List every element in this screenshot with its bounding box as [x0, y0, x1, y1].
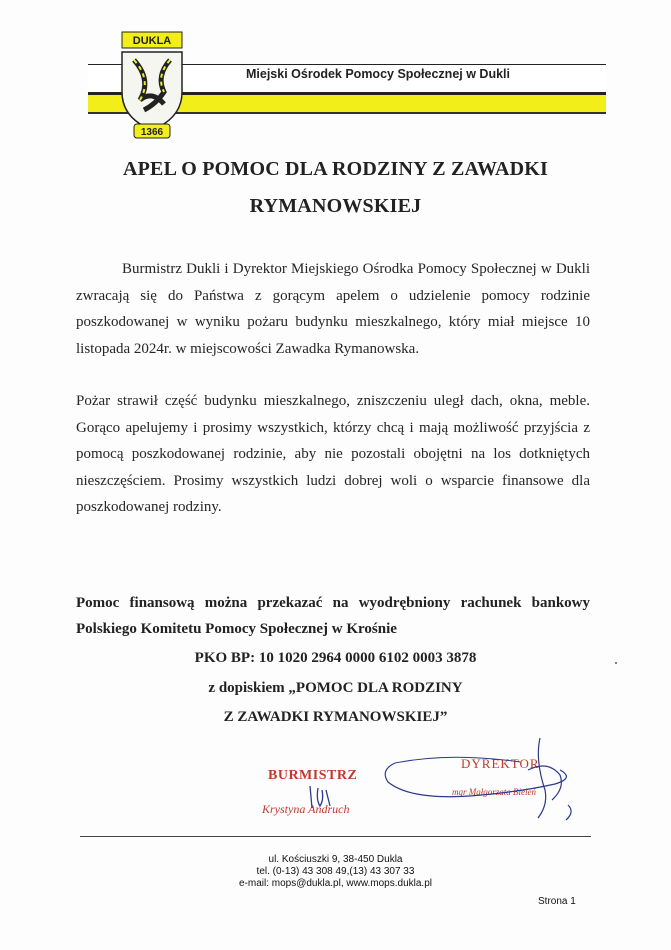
footer-phone: tel. (0-13) 43 308 49,(13) 43 307 33	[256, 866, 415, 877]
page-title-line1: APEL O POMOC DLA RODZINY Z ZAWADKI	[123, 158, 548, 180]
bank-account: PKO BP: 10 1020 2964 0000 6102 0003 3878	[194, 650, 477, 666]
appeal-paragraph-2: Pożar strawił część budynku mieszkalnego, zniszczeniu uległ dach, okna, meble. Gorąco apelujemy i prosimy wszystkich, którzy chcą i mają możliwość przyjścia z pomocą poszkodowanej rodzinie, aby nie pozostali obojętni na los dotkniętych nieszczęściem. Prosimy wszystkich ludzi dobrej woli o wsparcie finansowe dla poszkodowanej rodziny.	[76, 393, 590, 515]
logo-top-text: DUKLA	[132, 35, 172, 47]
coat-of-arms-logo	[112, 30, 192, 142]
bank-intro: Pomoc finansową można przekazać na wyodrębniony rachunek bankowy Polskiego Komitetu Pomocy Społecznej w Krośnie	[76, 595, 590, 637]
logo-year: 1366	[140, 127, 164, 138]
director-stamp-name: mgr Małgorzata Bieleń	[452, 787, 536, 797]
mayor-stamp-title: BURMISTRZ	[268, 768, 358, 783]
footer-divider	[80, 836, 591, 837]
transfer-note-line2: Z ZAWADKI RYMANOWSKIEJ”	[223, 709, 448, 725]
footer-email: e-mail: mops@dukla.pl, www.mops.dukla.pl	[238, 878, 432, 889]
institution-name: Miejski Ośrodek Pomocy Społecznej w Dukli	[246, 67, 510, 81]
director-stamp-title: DYREKTOR	[461, 756, 540, 771]
page-number: Strona 1	[538, 896, 576, 907]
appeal-paragraph-1: Burmistrz Dukli i Dyrektor Miejskiego Ośrodka Pomocy Społecznej w Dukli zwracają się do Państwa z gorącym apelem o udzielenie pomocy rodzinie poszkodowanej w wyniku pożaru budynku mieszkalnego, który miał miejsce 10 listopada 2024r. w miejscowości Zawadka Rymanowska.	[76, 261, 590, 357]
transfer-note-line1: z dopiskiem „POMOC DLA RODZINY	[208, 680, 463, 696]
footer-address: ul. Kościuszki 9, 38-450 Dukla	[268, 854, 403, 865]
mayor-stamp-name: Krystyna Andruch	[262, 802, 350, 816]
page-title-line2: RYMANOWSKIEJ	[249, 195, 422, 217]
